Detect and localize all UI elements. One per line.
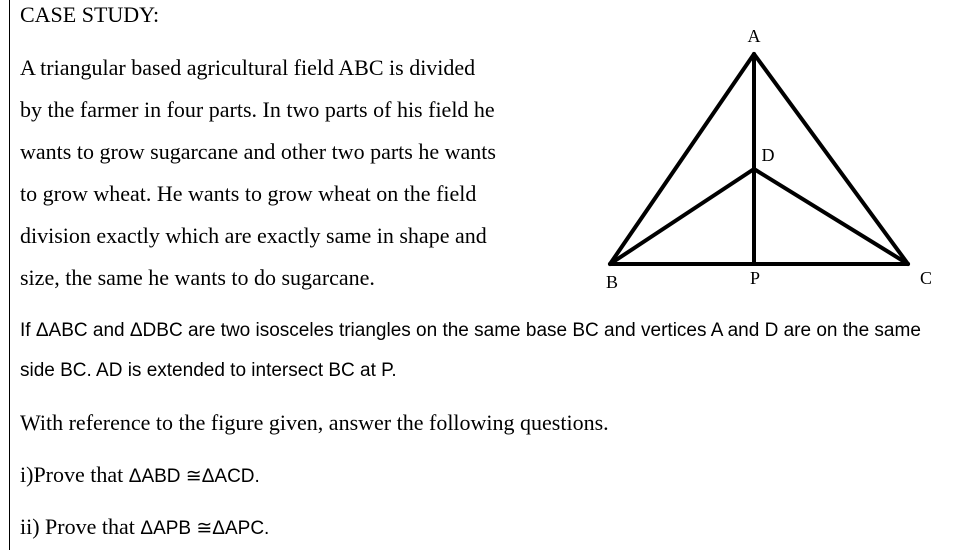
intro-line: size, the same he wants to do sugarcane. [20,265,375,290]
question-1 [20,464,260,488]
segment-dc [754,169,908,264]
vertex-label-d: D [761,145,775,165]
question-1-prefix: i)Prove that [20,462,129,487]
question-1-statement: ΔABD ≅ΔACD. [128,466,260,487]
intro-line: A triangular based agricultural field ABC is divided [20,55,476,80]
case-study-heading: CASE STUDY: [20,2,160,27]
question-2 [20,516,269,540]
left-border-rule [9,0,10,550]
instruction-text: With reference to the figure given, answer the following questions. [20,410,609,435]
question-2-statement: ΔAPB ≅ΔAPC. [140,518,270,539]
segment-ab [610,54,754,264]
vertex-label-c: C [919,268,933,288]
given-line: side BC. AD is extended to intersect BC at P. [20,360,397,381]
question-2-prefix: ii) Prove that [20,514,141,539]
intro-line: division exactly which are exactly same in shape and [20,223,487,248]
vertex-label-a: A [747,26,761,46]
vertex-label-b: B [605,272,619,292]
segment-bd [610,169,754,264]
vertex-label-p: P [749,268,761,288]
given-line: If ΔABC and ΔDBC are two isosceles triangles on the same base BC and vertices A and D are on the same [20,320,921,341]
intro-line: to grow wheat. He wants to grow wheat on the field [20,181,477,206]
intro-line: by the farmer in four parts. In two parts of his field he [20,97,495,122]
triangle-figure [590,18,950,298]
intro-line: wants to grow sugarcane and other two parts he wants [20,139,496,164]
segment-ac [754,54,908,264]
